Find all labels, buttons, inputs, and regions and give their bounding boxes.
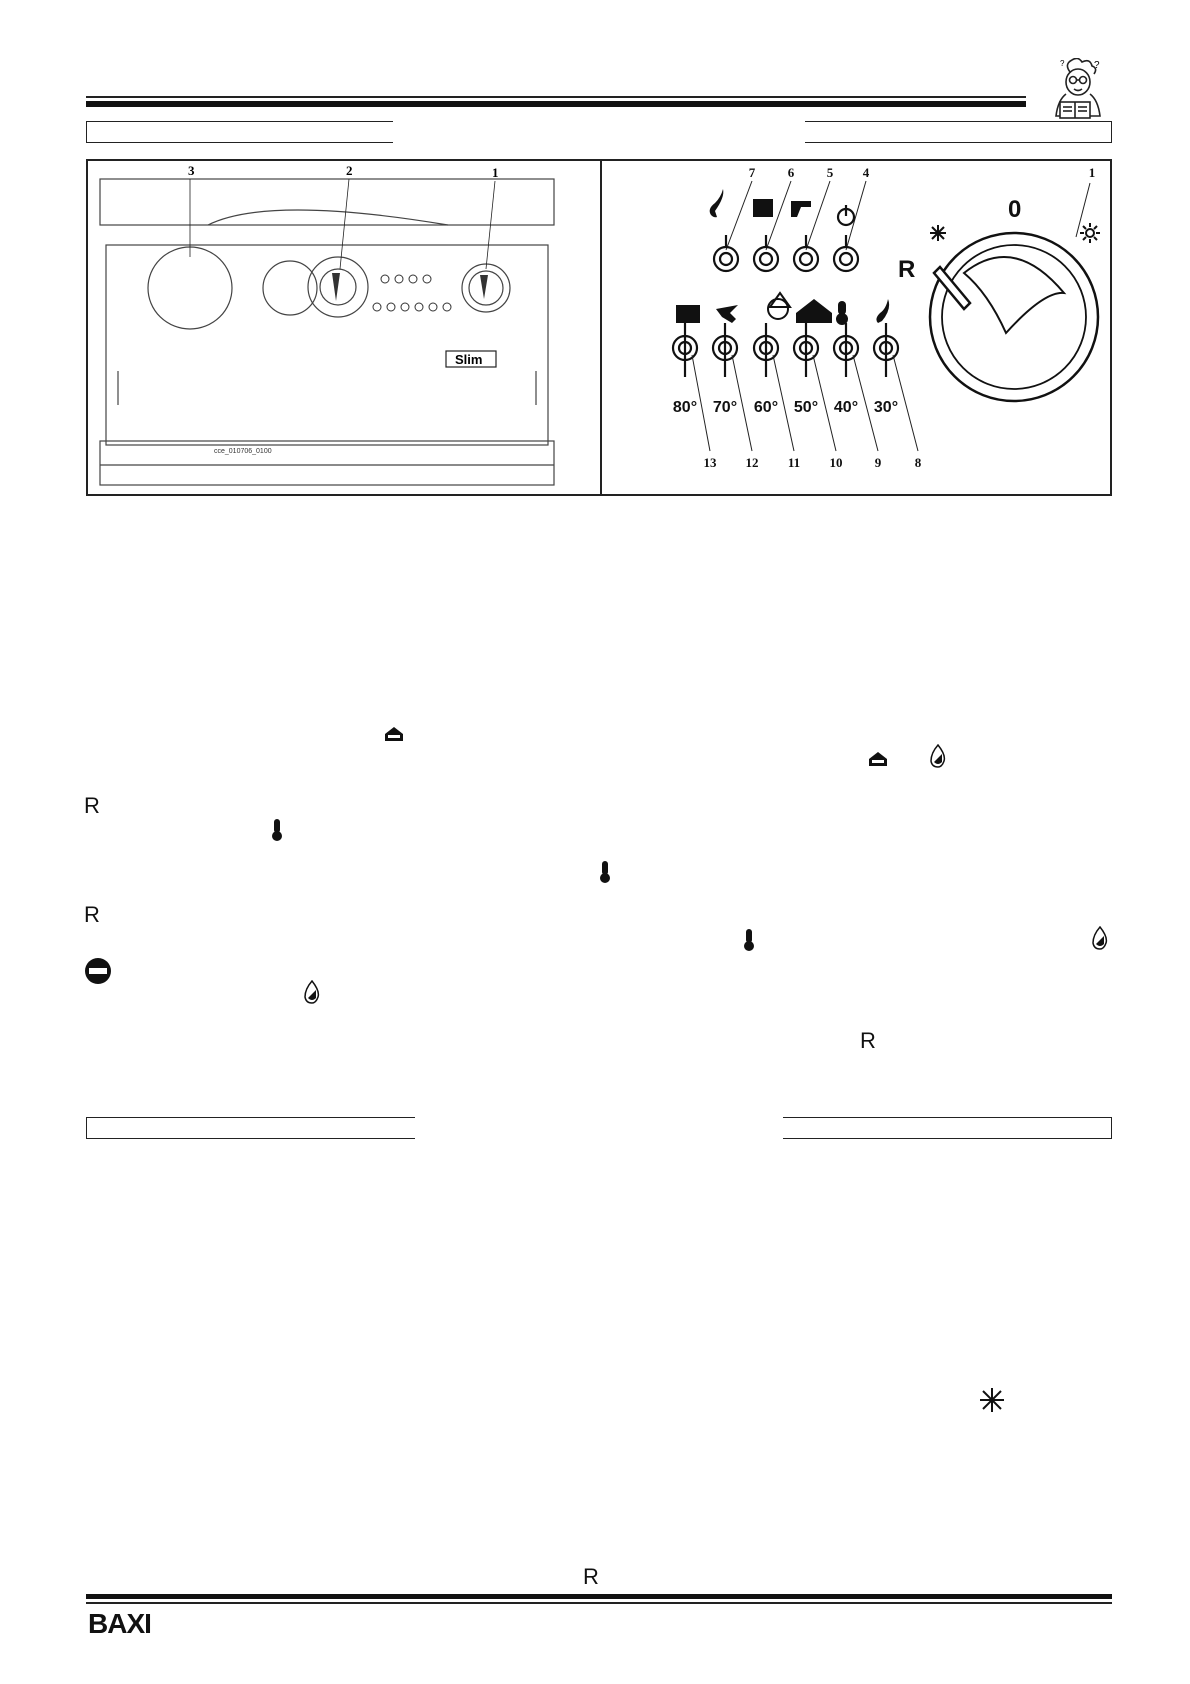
flame-modulating-icon [304, 980, 320, 1004]
callout: 8 [914, 455, 922, 470]
flame-icon [710, 189, 724, 217]
section-bar-second [86, 1117, 1112, 1139]
temp-label: 30° [873, 399, 899, 416]
svg-text:?: ? [1060, 59, 1065, 68]
callout: 7 [748, 165, 756, 180]
tap-icon [791, 201, 811, 217]
sun-icon [1080, 223, 1100, 243]
svg-text:2: 2 [346, 163, 353, 178]
baxi-logo: BAXI [88, 1608, 151, 1639]
reset-symbol: R [84, 793, 100, 818]
selector-reset-label: R [898, 256, 916, 283]
reading-man-icon [1046, 58, 1110, 124]
header-rule-thin [86, 96, 1026, 98]
temp-label: 40° [833, 399, 859, 416]
brand-badge: Slim [455, 352, 483, 367]
hot-water-icon [716, 305, 738, 323]
controls-detail-drawing [602, 161, 1110, 494]
radiator-heating-icon [676, 305, 700, 323]
callout: 6 [787, 165, 795, 180]
reset-symbol: R [583, 1564, 599, 1589]
footer-rule-thin [86, 1602, 1112, 1604]
house-icon [384, 726, 404, 742]
front-panel-drawing [88, 161, 598, 494]
selector-off-label: 0 [1008, 196, 1022, 223]
snowflake-icon [930, 225, 946, 241]
thermometer-icon [270, 818, 284, 842]
flame-modulating-icon [876, 299, 889, 323]
callout: 4 [862, 165, 870, 180]
svg-text:?: ? [1094, 60, 1100, 71]
svg-text:3: 3 [188, 163, 195, 178]
callout: 12 [745, 455, 759, 470]
radiator-icon [753, 199, 773, 217]
section-bar-controls [86, 121, 1112, 143]
temp-label: 80° [672, 399, 698, 416]
house-icon [796, 299, 832, 323]
image-code: cce_010706_0100 [214, 448, 272, 455]
temp-label: 50° [793, 399, 819, 416]
temp-label: 60° [753, 399, 779, 416]
callout: 11 [787, 455, 801, 470]
snowflake-icon [978, 1386, 1006, 1414]
reset-symbol: R [84, 902, 100, 927]
flame-modulating-icon [1092, 926, 1108, 950]
callout: 9 [874, 455, 882, 470]
thermometer-icon [598, 860, 612, 884]
flame-modulating-icon [930, 744, 946, 768]
house-icon [868, 751, 888, 767]
header-rule-thick [86, 101, 1026, 107]
thermometer-icon [838, 301, 846, 315]
no-entry-icon [84, 957, 112, 985]
callout: 13 [703, 455, 717, 470]
callout: 5 [826, 165, 834, 180]
reset-symbol: R [860, 1028, 876, 1053]
temp-label: 70° [712, 399, 738, 416]
callout: 1 [1088, 165, 1096, 180]
svg-text:1: 1 [492, 165, 499, 180]
footer-rule-thick [86, 1594, 1112, 1599]
callout: 10 [829, 455, 843, 470]
thermometer-icon [742, 928, 756, 952]
